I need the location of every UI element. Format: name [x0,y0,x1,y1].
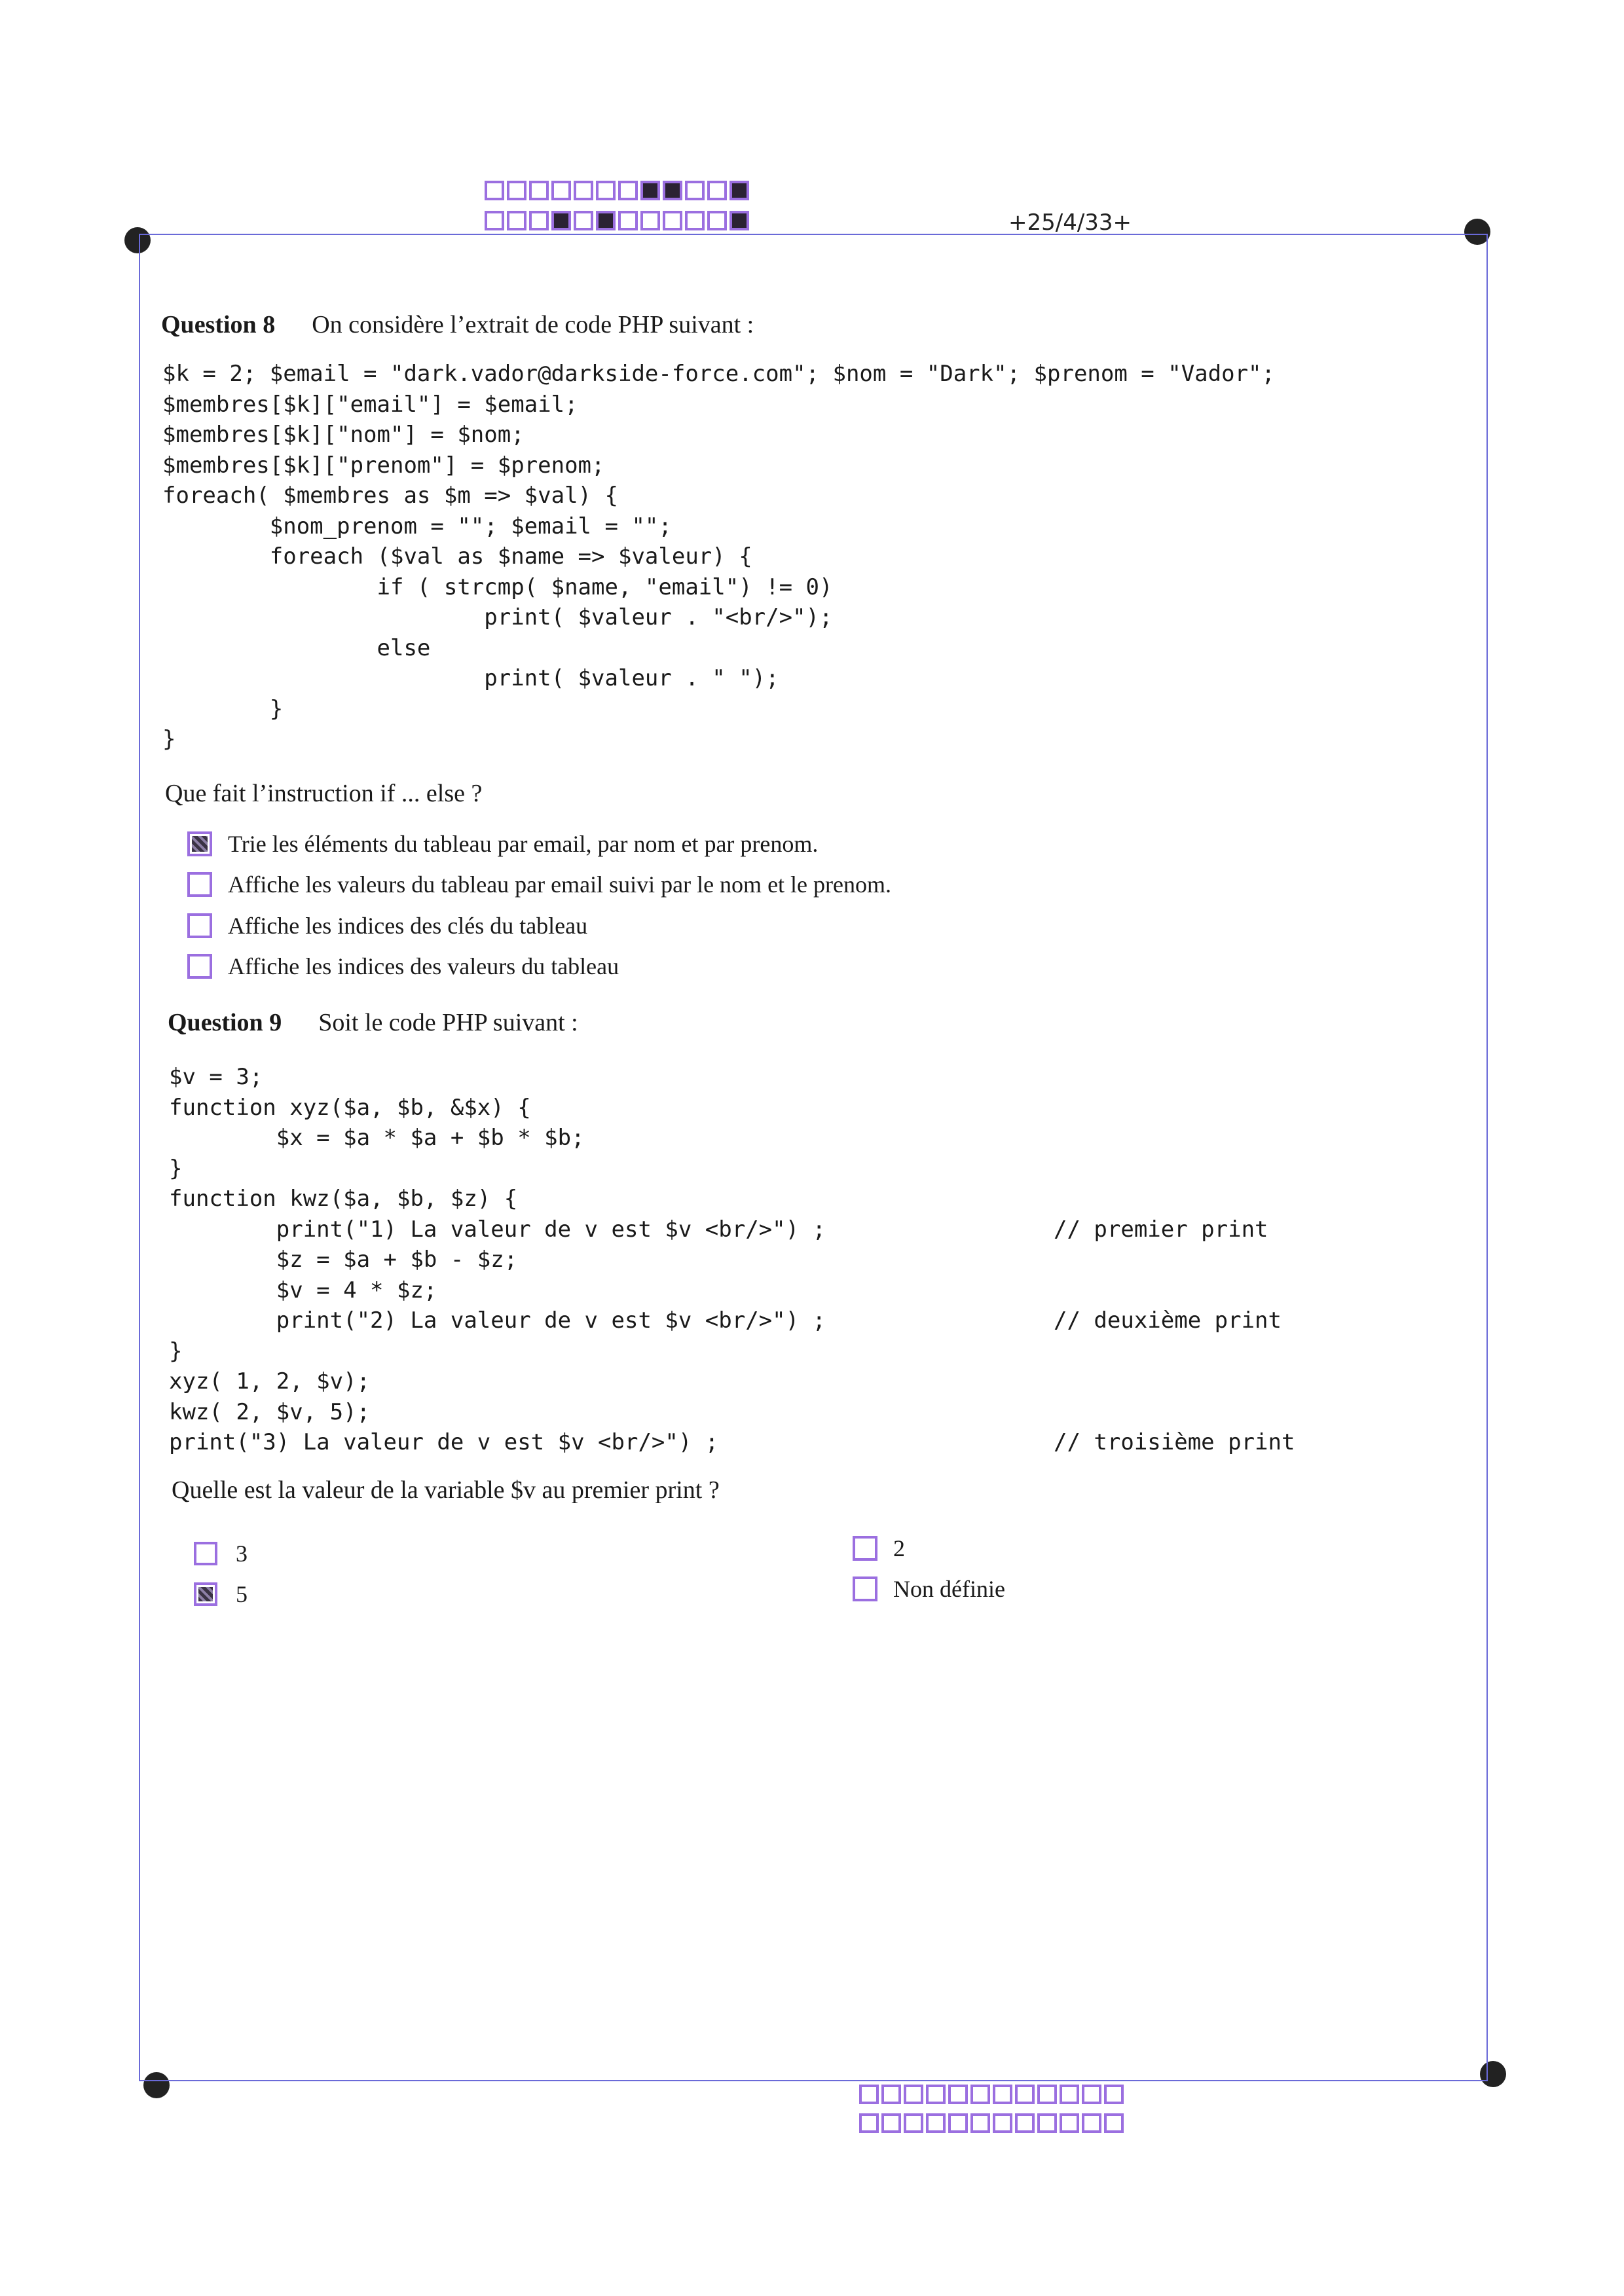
question-9-code: $v = 3; function xyz($a, $b, &$x) { $x = $a * $a + $b * $b; } function kwz($a, $b, $z) { print("1) La valeur de v est $v <br/>") ; // premier print $z = $a + $b - $z; $v = 4 * $z; print("2) La valeur de v est $v <br/>") ; // deuxième print } xyz( 1, 2, $v); kwz( 2, $v, 5); print("3) La valeur de v est $v <br/>") ; // troisième print [169,1064,1295,1455]
question-8-option-1[interactable] [187,830,818,858]
id-code-strip-top-2 [485,211,749,230]
option-text: Trie les éléments du tableau par email, par nom et par prenom. [228,831,819,857]
question-9-prompt: Quelle est la valeur de la variable $v au premier print ? [172,1476,720,1504]
question-9-label: Question 9 [168,1009,282,1036]
question-8-intro: On considère l’extrait de code PHP suivant : [312,311,754,338]
option-text: Non définie [893,1576,1005,1602]
checkbox-checked[interactable] [187,831,212,856]
question-8-option-2[interactable] [187,871,891,898]
id-code-strip-top-1 [485,181,749,200]
checkbox[interactable] [187,872,212,897]
id-code-strip-bottom-1 [859,2085,1124,2104]
option-text: 5 [236,1581,248,1607]
question-9-header [168,1008,578,1037]
checkbox[interactable] [187,913,212,938]
checkbox[interactable] [853,1536,877,1561]
question-9-option-3[interactable] [194,1540,248,1567]
checkbox[interactable] [194,1542,217,1565]
option-text: 2 [893,1535,905,1561]
question-9-option-non-definie[interactable] [853,1575,1005,1603]
id-code-strip-bottom-2 [859,2113,1124,2133]
checkbox[interactable] [853,1576,877,1601]
question-8-prompt: Que fait l’instruction if ... else ? [165,780,483,807]
question-8-label: Question 8 [161,311,276,338]
question-9-option-5[interactable] [194,1580,248,1608]
option-text: 3 [236,1540,248,1567]
checkbox[interactable] [187,954,212,979]
page-id: +25/4/33+ [1008,210,1132,236]
question-9-intro: Soit le code PHP suivant : [318,1009,578,1036]
option-text: Affiche les indices des valeurs du tableau [228,953,619,979]
checkbox-checked[interactable] [194,1582,217,1606]
question-8-code: $k = 2; $email = "dark.vador@darkside-force.com"; $nom = "Dark"; $prenom = "Vador"; $membres[$k]["email"] = $email; $membres[$k]["nom"] = $nom; $membres[$k]["prenom"] = $prenom; foreach( $membres as $m => $val) { $nom_prenom = ""; $email = ""; foreach ($val as $name => $valeur) { if ( strcmp( $name, "email") != 0) print( $valeur . "<br/>"); else print( $valeur . " "); } } [162,361,1275,752]
question-8-option-3[interactable] [187,912,587,939]
option-text: Affiche les valeurs du tableau par email suivi par le nom et le prenom. [228,871,891,898]
question-8-header [161,310,754,339]
option-text: Affiche les indices des clés du tableau [228,913,588,939]
question-8-option-4[interactable] [187,953,619,980]
question-9-option-2[interactable] [853,1535,905,1562]
